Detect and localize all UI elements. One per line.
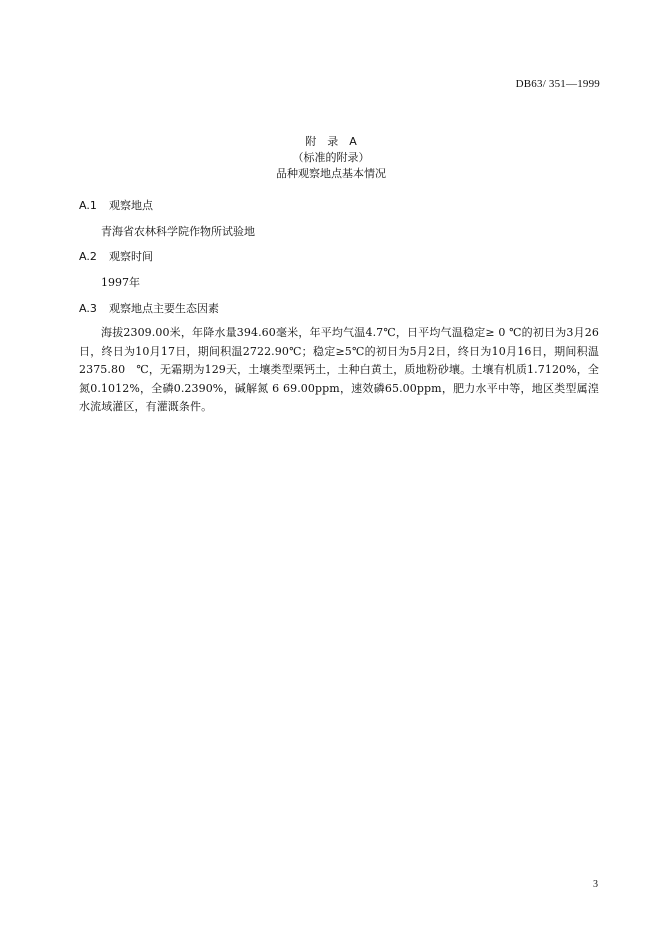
- appendix-title: 附 录 A: [305, 135, 357, 148]
- section-number: A.1: [79, 199, 97, 212]
- section-title: 观察地点主要生态因素: [109, 302, 219, 315]
- page-number: 3: [593, 879, 598, 890]
- section-title: 观察地点: [109, 199, 153, 212]
- section-paragraph: 海拔2309.00米，年降水量394.60毫米，年平均气温4.7℃，日平均气温稳定≥ 0 ℃的初日为3月26日，终日为10月17日，期间积温2722.90℃；稳定≥5℃的初日为5月2日，终日为10月16日，期间积温2375.80 ℃，无霜期为129天，土壤类型栗钙土，土种白黄土，质地粉砂壤。土壤有机质1.7120%，全氮0.1012%，全磷0.2390%，碱解氮 6 69.00ppm，速效磷65.00ppm，肥力水平中等，地区类型属湟水流域灌区，有灌溉条件。: [79, 326, 599, 413]
- section-number: A.2: [79, 250, 97, 263]
- appendix-heading: 品种观察地点基本情况: [276, 167, 386, 180]
- document-code: DB63/ 351—1999: [515, 78, 600, 90]
- section-heading: [79, 199, 599, 213]
- section-heading: [79, 250, 599, 264]
- section-heading: [79, 302, 599, 316]
- section-title: 观察时间: [109, 250, 153, 263]
- section-body: 1997年: [101, 276, 140, 289]
- appendix-title-block: [0, 134, 662, 182]
- appendix-subtitle: （标准的附录）: [292, 151, 370, 164]
- section-number: A.3: [79, 302, 97, 315]
- section-a2: [79, 250, 599, 292]
- section-body: 青海省农林科学院作物所试验地: [101, 225, 255, 238]
- section-a1: [79, 199, 599, 241]
- section-a3: [79, 302, 599, 417]
